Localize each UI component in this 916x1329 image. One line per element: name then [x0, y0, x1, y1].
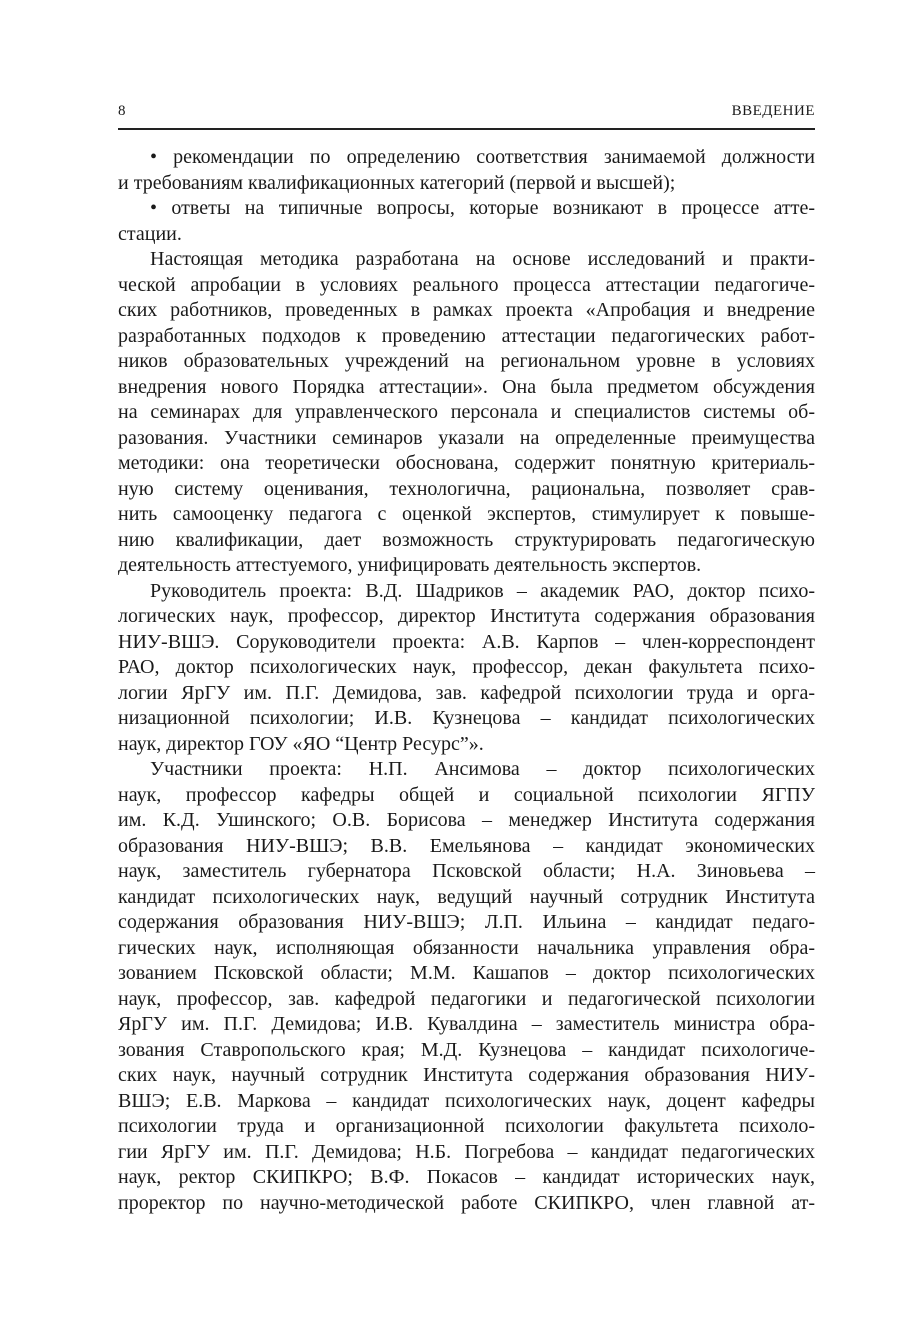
text-line: им. К.Д. Ушинского; О.В. Борисова – менеджер Института содержания	[118, 809, 815, 831]
text-line: внедрения нового Порядка аттестации». Она была предметом обсуждения	[118, 375, 815, 398]
text-line: наук, профессор кафедры общей и социальной психологии ЯГПУ	[118, 783, 815, 806]
text-line: проректор по научно-методической работе СКИПКРО, член главной ат-	[118, 1191, 815, 1214]
text-line: наук, ректор СКИПКРО; В.Ф. Покасов – кандидат исторических наук,	[118, 1166, 815, 1188]
text-line: зования Ставропольского края; М.Д. Кузнецова – кандидат психологиче-	[118, 1038, 815, 1061]
paragraph	[118, 579, 815, 758]
text-line: наук, директор ГОУ «ЯО “Центр Ресурс”».	[118, 732, 484, 755]
text-line: кандидат психологических наук, ведущий научный сотрудник Института	[118, 885, 815, 908]
paragraph	[118, 145, 815, 196]
text-line: низационной психологии; И.В. Кузнецова – кандидат психологических	[118, 707, 815, 729]
text-line: ческой апробации в условиях реального процесса аттестации педагогиче-	[118, 273, 815, 296]
text-line: содержания образования НИУ-ВШЭ; Л.П. Ильина – кандидат педаго-	[118, 911, 815, 933]
running-title: ВВЕДЕНИЕ	[731, 103, 815, 119]
text-line: стации.	[118, 222, 182, 245]
text-line: ную систему оценивания, технологична, рациональна, позволяет срав-	[118, 477, 815, 500]
text-line: разработанных подходов к проведению аттестации педагогических работ-	[118, 324, 815, 347]
text-line: деятельность аттестуемого, унифицировать деятельность экспертов.	[118, 554, 702, 576]
header-rule	[118, 128, 815, 130]
paragraph	[118, 196, 815, 247]
text-line: НИУ-ВШЭ. Соруководители проекта: А.В. Карпов – член-корреспондент	[118, 630, 815, 653]
page-body	[118, 145, 815, 1216]
text-line: ЯрГУ им. П.Г. Демидова; И.В. Кувалдина – заместитель министра обра-	[118, 1013, 815, 1035]
text-line: логии ЯрГУ им. П.Г. Демидова, зав. кафедрой психологии труда и орга-	[118, 681, 815, 704]
text-line: на семинарах для управленческого персонала и специалистов системы об-	[118, 401, 815, 423]
text-line: ВШЭ; Е.В. Маркова – кандидат психологических наук, доцент кафедры	[118, 1089, 815, 1112]
text-line: нить самооценку педагога с оценкой экспертов, стимулирует к повыше-	[118, 503, 815, 525]
paragraph	[118, 757, 815, 1216]
text-line: логических наук, профессор, директор Института содержания образования	[118, 605, 815, 627]
text-line: наук, заместитель губернатора Псковской области; Н.А. Зиновьева –	[118, 860, 815, 882]
text-line: гии ЯрГУ им. П.Г. Демидова; Н.Б. Погребова – кандидат педагогических	[118, 1140, 815, 1163]
page-number: 8	[118, 103, 126, 119]
text-line: РАО, доктор психологических наук, профессор, декан факультета психо-	[118, 656, 815, 678]
text-line: ских работников, проведенных в рамках проекта «Апробация и внедрение	[118, 299, 815, 321]
text-line: Руководитель проекта: В.Д. Шадриков – академик РАО, доктор психо-	[150, 579, 815, 602]
paragraph	[118, 247, 815, 579]
text-line: наук, профессор, зав. кафедрой педагогики и педагогической психологии	[118, 987, 815, 1010]
text-line: • рекомендации по определению соответствия занимаемой должности	[150, 146, 815, 168]
text-line: зованием Псковской области; М.М. Кашапов – доктор психологических	[118, 962, 815, 984]
text-line: • ответы на типичные вопросы, которые возникают в процессе атте-	[150, 197, 815, 219]
text-line: психологии труда и организационной психологии факультета психоло-	[118, 1115, 815, 1137]
text-line: ников образовательных учреждений на региональном уровне в условиях	[118, 350, 815, 372]
text-line: разования. Участники семинаров указали на определенные преимущества	[118, 426, 815, 449]
text-line: образования НИУ-ВШЭ; В.В. Емельянова – кандидат экономических	[118, 834, 815, 857]
text-line: Настоящая методика разработана на основе исследований и практи-	[150, 248, 815, 270]
text-line: и требованиям квалификационных категорий (первой и высшей);	[118, 171, 676, 194]
text-line: ских наук, научный сотрудник Института содержания образования НИУ-	[118, 1064, 815, 1086]
text-line: методики: она теоретически обоснована, содержит понятную критериаль-	[118, 452, 815, 474]
text-line: Участники проекта: Н.П. Ансимова – доктор психологических	[150, 758, 815, 780]
running-header	[118, 103, 815, 127]
text-line: гических наук, исполняющая обязанности начальника управления обра-	[118, 936, 815, 959]
text-line: нию квалификации, дает возможность структурировать педагогическую	[118, 528, 815, 551]
